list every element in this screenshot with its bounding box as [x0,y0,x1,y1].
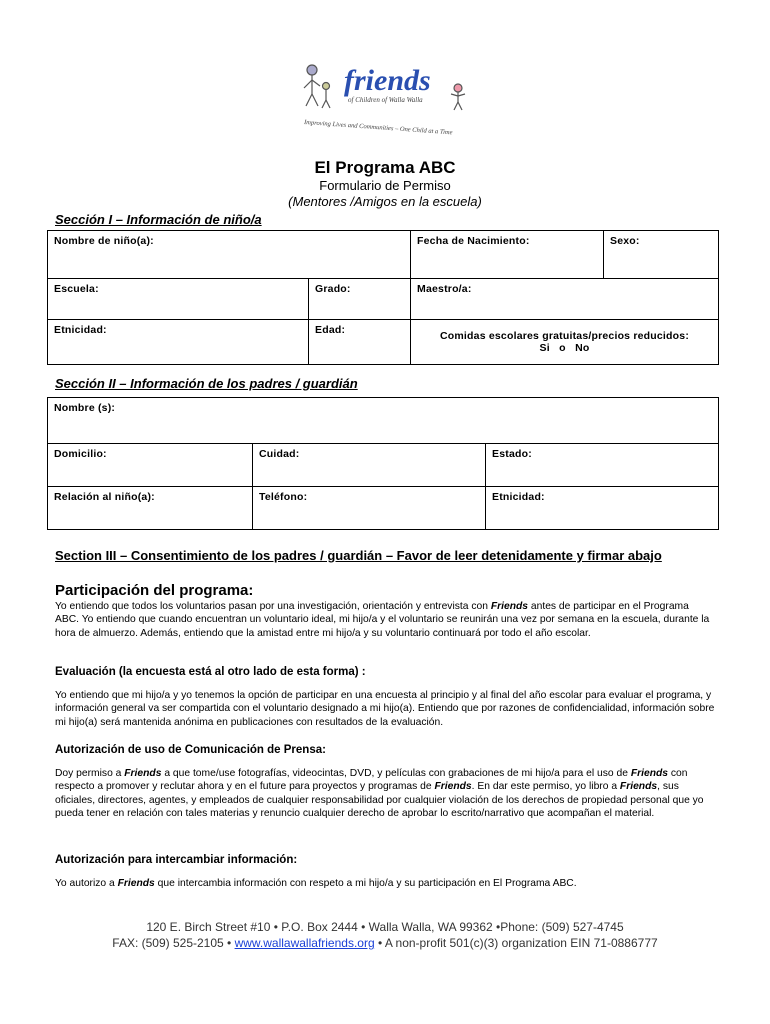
page-title: El Programa ABC [314,158,456,177]
relation-field[interactable]: Relación al niño(a): [48,487,253,530]
participation-text: Yo entiendo que todos los voluntarios pasan por una investigación, orientación y entrevista con Friends antes de participar en el Programa ABC. Yo entiendo que cuando encuentran un voluntario ideal, mi hijo/a y el voluntario se reunirán una vez por semana en la escuela, durante la hora de almuerzo. Además, entiendo que la amistad entre mi hijo/a y su voluntario continuará por todo el año escolar. [55,601,710,639]
evaluation-text: Yo entiendo que mi hijo/a y yo tenemos la opción de participar en una encuesta al principio y al final del año escolar para evaluar el programa, y información general va ser compartida con el voluntario designado a mi hijo(a). Entiendo que por razones de confidencialidad, información sobre mi hijo(a) será mantenida anónima en publicaciones con resultados de la evaluación. [55,690,715,728]
press-heading: Autorización de uso de Comunicación de Prensa: [55,744,326,756]
logo-slogan: Improving Lives and Communities – One Child at a Time [303,119,453,137]
section-3-heading: Section III – Consentimiento de los padres / guardián – Favor de leer detenidamente y firmar abajo [55,548,662,563]
website-link[interactable]: www.wallawallafriends.org [234,936,375,950]
logo-brand-text: friends [344,64,431,97]
grade-field[interactable]: Grado: [309,279,411,320]
section-2-heading: Sección II – Información de los padres / guardián [55,376,358,391]
child-figure-right-icon [451,84,465,110]
page-subtitle-note: (Mentores /Amigos en la escuela) [288,194,482,209]
section-1-heading: Sección I – Información de niño/a [55,212,262,227]
child-ethnicity-field[interactable]: Etnicidad: [48,320,309,365]
address-field[interactable]: Domicilio: [48,444,253,487]
age-field[interactable]: Edad: [309,320,411,365]
school-field[interactable]: Escuela: [48,279,309,320]
footer-contact: FAX: (509) 525-2105 • www.wallawallafriends.org • A non-profit 501(c)(3) organization EIN 71-0886777 [112,936,658,950]
logo-tagline-small: of Children of Walla Walla [348,96,423,104]
exchange-text: Yo autorizo a Friends que intercambia información con respeto a mi hijo/a y su participación en El Programa ABC. [55,878,577,889]
phone-field[interactable]: Teléfono: [253,487,486,530]
adult-figure-icon [304,65,320,106]
state-field[interactable]: Estado: [486,444,719,487]
exchange-heading: Autorización para intercambiar información: [55,854,298,866]
footer-address: 120 E. Birch Street #10 • P.O. Box 2444 • Walla Walla, WA 99362 •Phone: (509) 527-4745 [146,920,624,934]
press-text: Doy permiso a Friends a que tome/use fotografías, videocintas, DVD, y películas con grabaciones de mi hijo/a para el uso de Friends con respecto a promover y reclutar ahora y en el future para proyectos y programas de Friends. En dar este permiso, yo libro a Friends, sus oficiales, directores, agentes, y empleados de cualquier responsabilidad por cualquier violación de los derechos de propiedad personal que yo pueda tener en relación con tales materias y renuncio cualquier derecho de aprobar lo escrito/narrativo que acompañan el material. [55,768,704,820]
meals-field[interactable] [411,320,719,365]
friends-logo [300,58,470,140]
child-info-table [47,230,719,365]
participation-heading: Participación del programa: [55,582,254,599]
evaluation-heading: Evaluación (la encuesta está al otro lado de esta forma) : [55,666,366,678]
page-subtitle: Formulario de Permiso [319,178,451,193]
parent-names-field[interactable]: Nombre (s): [48,398,719,444]
meals-label: Comidas escolares gratuitas/precios reducidos: [439,330,690,342]
dob-field[interactable]: Fecha de Nacimiento: [411,231,604,279]
parent-info-table [47,397,719,530]
meals-options[interactable]: Si o No [539,342,590,354]
parent-ethnicity-field[interactable]: Etnicidad: [486,487,719,530]
child-name-field[interactable]: Nombre de niño(a): [48,231,411,279]
sex-field[interactable]: Sexo: [604,231,719,279]
child-figure-icon [322,83,330,109]
teacher-field[interactable]: Maestro/a: [411,279,719,320]
city-field[interactable]: Cuidad: [253,444,486,487]
